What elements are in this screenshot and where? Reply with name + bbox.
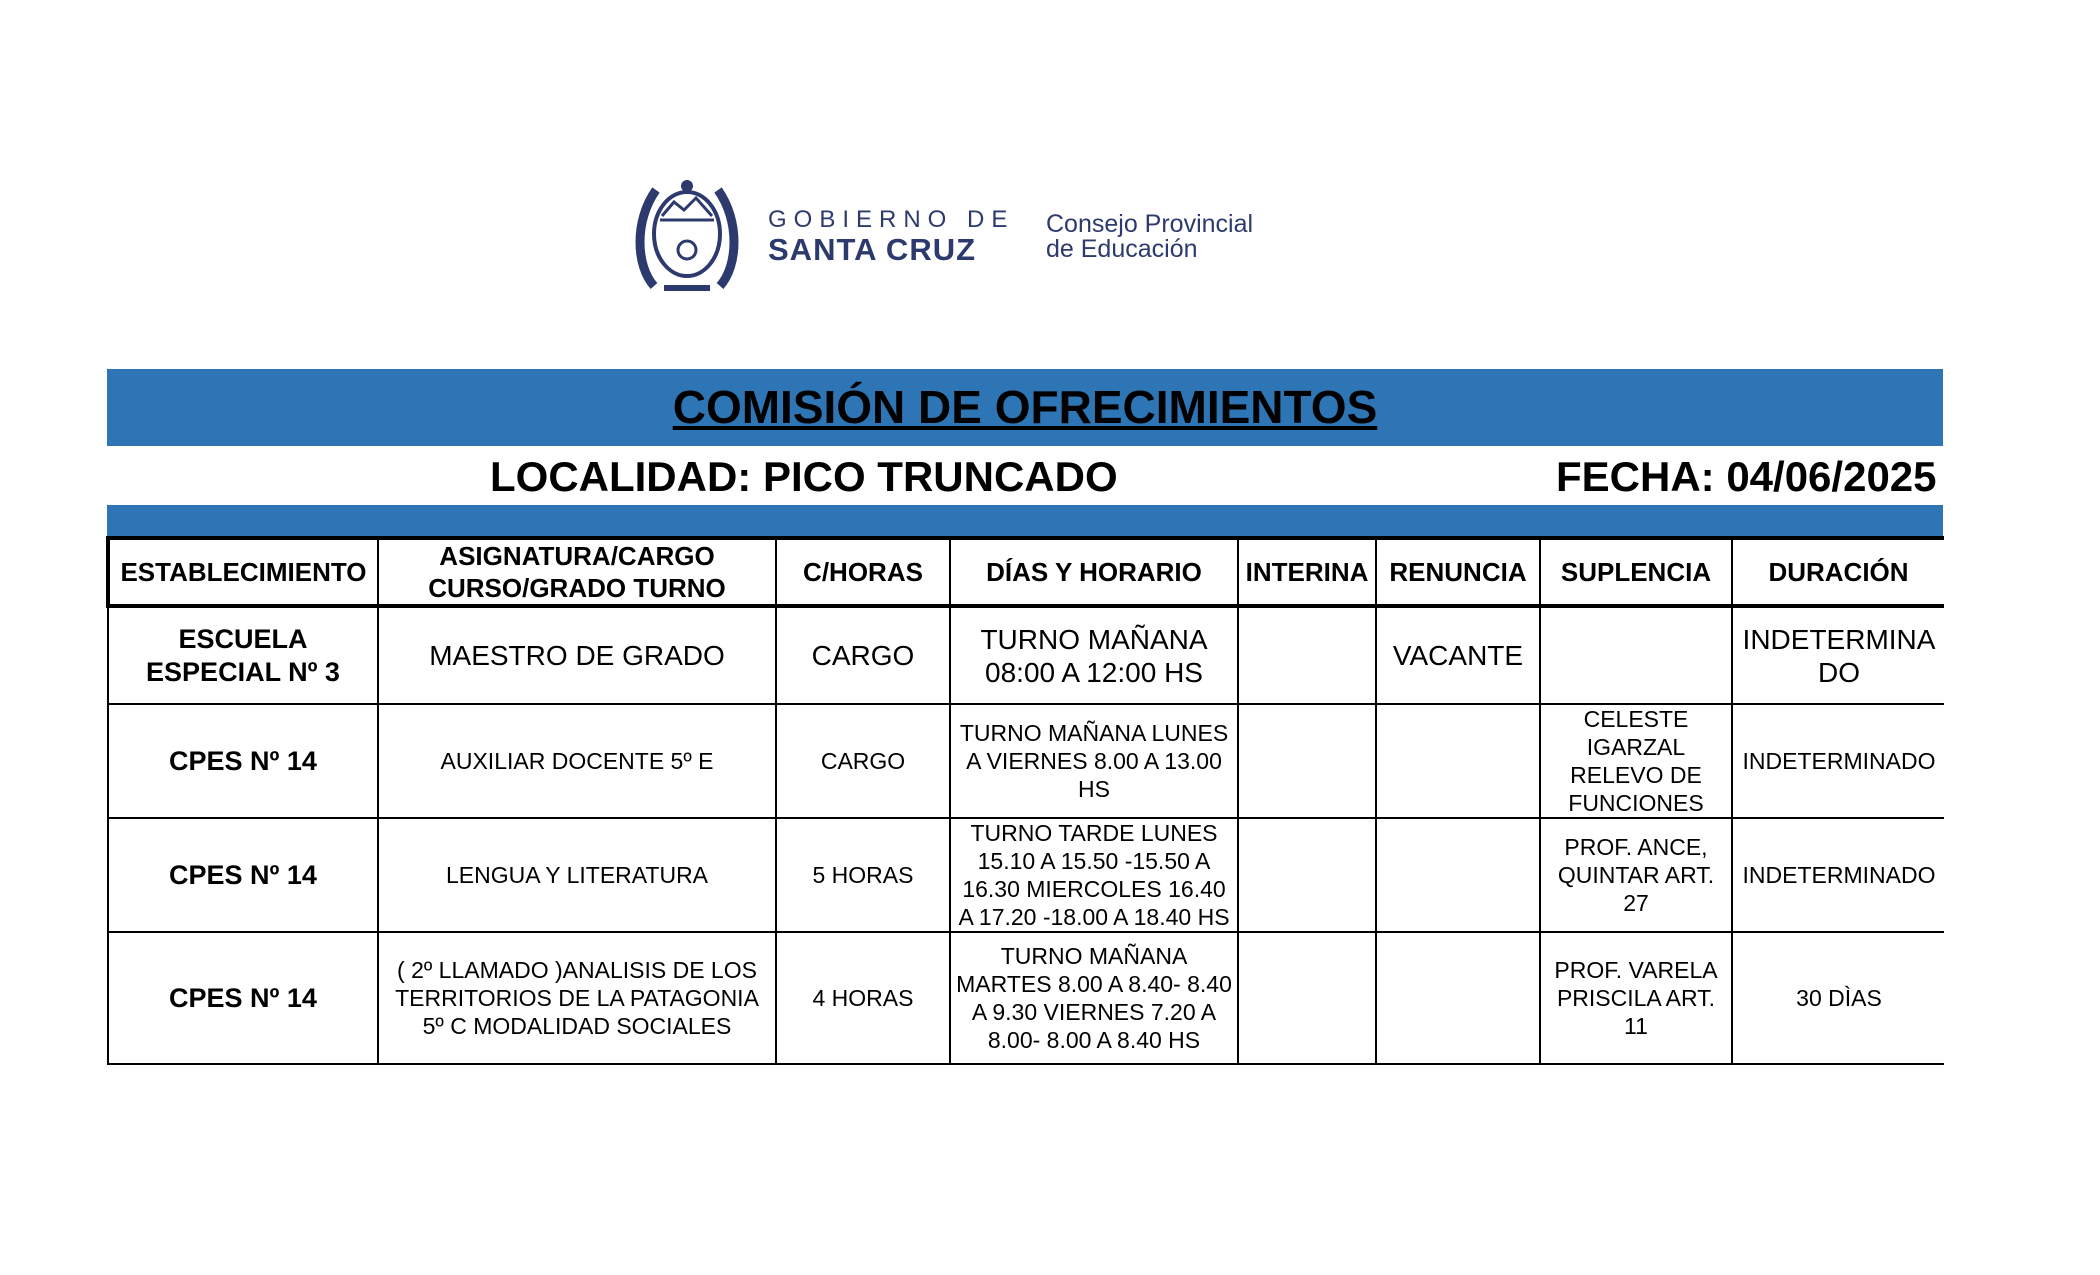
separator-band (107, 505, 1943, 538)
cell-dias: TURNO MAÑANA MARTES 8.00 A 8.40- 8.40 A 9.30 VIERNES 7.20 A 8.00- 8.00 A 8.40 HS (950, 932, 1238, 1064)
cell-duracion: INDETERMINADO (1732, 606, 1944, 704)
header-asignatura-line1: ASIGNATURA/CARGO (439, 541, 715, 571)
cell-horas: CARGO (776, 606, 950, 704)
header-asignatura (378, 538, 776, 606)
header-dias: DÍAS Y HORARIO (950, 538, 1238, 606)
cell-establecimiento: CPES Nº 14 (108, 932, 378, 1064)
offers-table (106, 536, 1944, 1065)
cell-suplencia: PROF. VARELA PRISCILA ART. 11 (1540, 932, 1732, 1064)
fecha-label: FECHA: 04/06/2025 (1556, 453, 1937, 500)
cell-suplencia (1540, 606, 1732, 704)
header-suplencia: SUPLENCIA (1540, 538, 1732, 606)
cell-dias: TURNO TARDE LUNES 15.10 A 15.50 -15.50 A 16.30 MIERCOLES 16.40 A 17.20 -18.00 A 18.40 HS (950, 818, 1238, 932)
cell-duracion: 30 DÌAS (1732, 932, 1944, 1064)
page-title: COMISIÓN DE OFRECIMIENTOS (672, 381, 1378, 433)
header-renuncia: RENUNCIA (1376, 538, 1540, 606)
localidad-label: LOCALIDAD: PICO TRUNCADO (490, 453, 1118, 500)
table-row (108, 704, 1944, 818)
table-row (108, 818, 1944, 932)
cell-horas: 5 HORAS (776, 818, 950, 932)
gobierno-logo-text (768, 206, 1014, 266)
cell-asignatura: LENGUA Y LITERATURA (378, 818, 776, 932)
header-interina: INTERINA (1238, 538, 1376, 606)
table-row (108, 606, 1944, 704)
cell-dias: TURNO MAÑANA 08:00 A 12:00 HS (950, 606, 1238, 704)
educacion-line: de Educación (1046, 235, 1198, 263)
cell-horas: 4 HORAS (776, 932, 950, 1064)
cell-establecimiento: CPES Nº 14 (108, 704, 378, 818)
cell-renuncia: VACANTE (1376, 606, 1540, 704)
offers-table-wrapper (106, 536, 1944, 1066)
cell-renuncia (1376, 932, 1540, 1064)
gobierno-line: GOBIERNO DE (768, 206, 1015, 233)
table-row (108, 932, 1944, 1064)
header-establecimiento: ESTABLECIMIENTO (108, 538, 378, 606)
consejo-logo-text (1046, 212, 1253, 262)
cell-establecimiento: CPES Nº 14 (108, 818, 378, 932)
title-band (107, 369, 1943, 446)
cell-duracion: INDETERMINADO (1732, 818, 1944, 932)
table-header-row (108, 538, 1944, 606)
cell-renuncia (1376, 818, 1540, 932)
consejo-line: Consejo Provincial (1046, 210, 1254, 238)
cell-interina (1238, 818, 1376, 932)
cell-duracion: INDETERMINADO (1732, 704, 1944, 818)
cell-establecimiento: ESCUELA ESPECIAL Nº 3 (108, 606, 378, 704)
cell-horas: CARGO (776, 704, 950, 818)
cell-asignatura: AUXILIAR DOCENTE 5º E (378, 704, 776, 818)
cell-interina (1238, 932, 1376, 1064)
cell-renuncia (1376, 704, 1540, 818)
cell-suplencia: CELESTE IGARZAL RELEVO DE FUNCIONES (1540, 704, 1732, 818)
coat-of-arms-icon (634, 176, 740, 298)
cell-interina (1238, 606, 1376, 704)
header-asignatura-line2: CURSO/GRADO TURNO (428, 573, 726, 603)
cell-dias: TURNO MAÑANA LUNES A VIERNES 8.00 A 13.00 HS (950, 704, 1238, 818)
header-horas: C/HORAS (776, 538, 950, 606)
cell-asignatura: MAESTRO DE GRADO (378, 606, 776, 704)
header-duracion: DURACIÓN (1732, 538, 1944, 606)
cell-interina (1238, 704, 1376, 818)
cell-suplencia: PROF. ANCE, QUINTAR ART. 27 (1540, 818, 1732, 932)
santa-cruz-line: SANTA CRUZ (768, 232, 977, 267)
cell-asignatura: ( 2º LLAMADO )ANALISIS DE LOS TERRITORIOS DE LA PATAGONIA 5º C MODALIDAD SOCIALES (378, 932, 776, 1064)
header-logos (0, 170, 2100, 310)
